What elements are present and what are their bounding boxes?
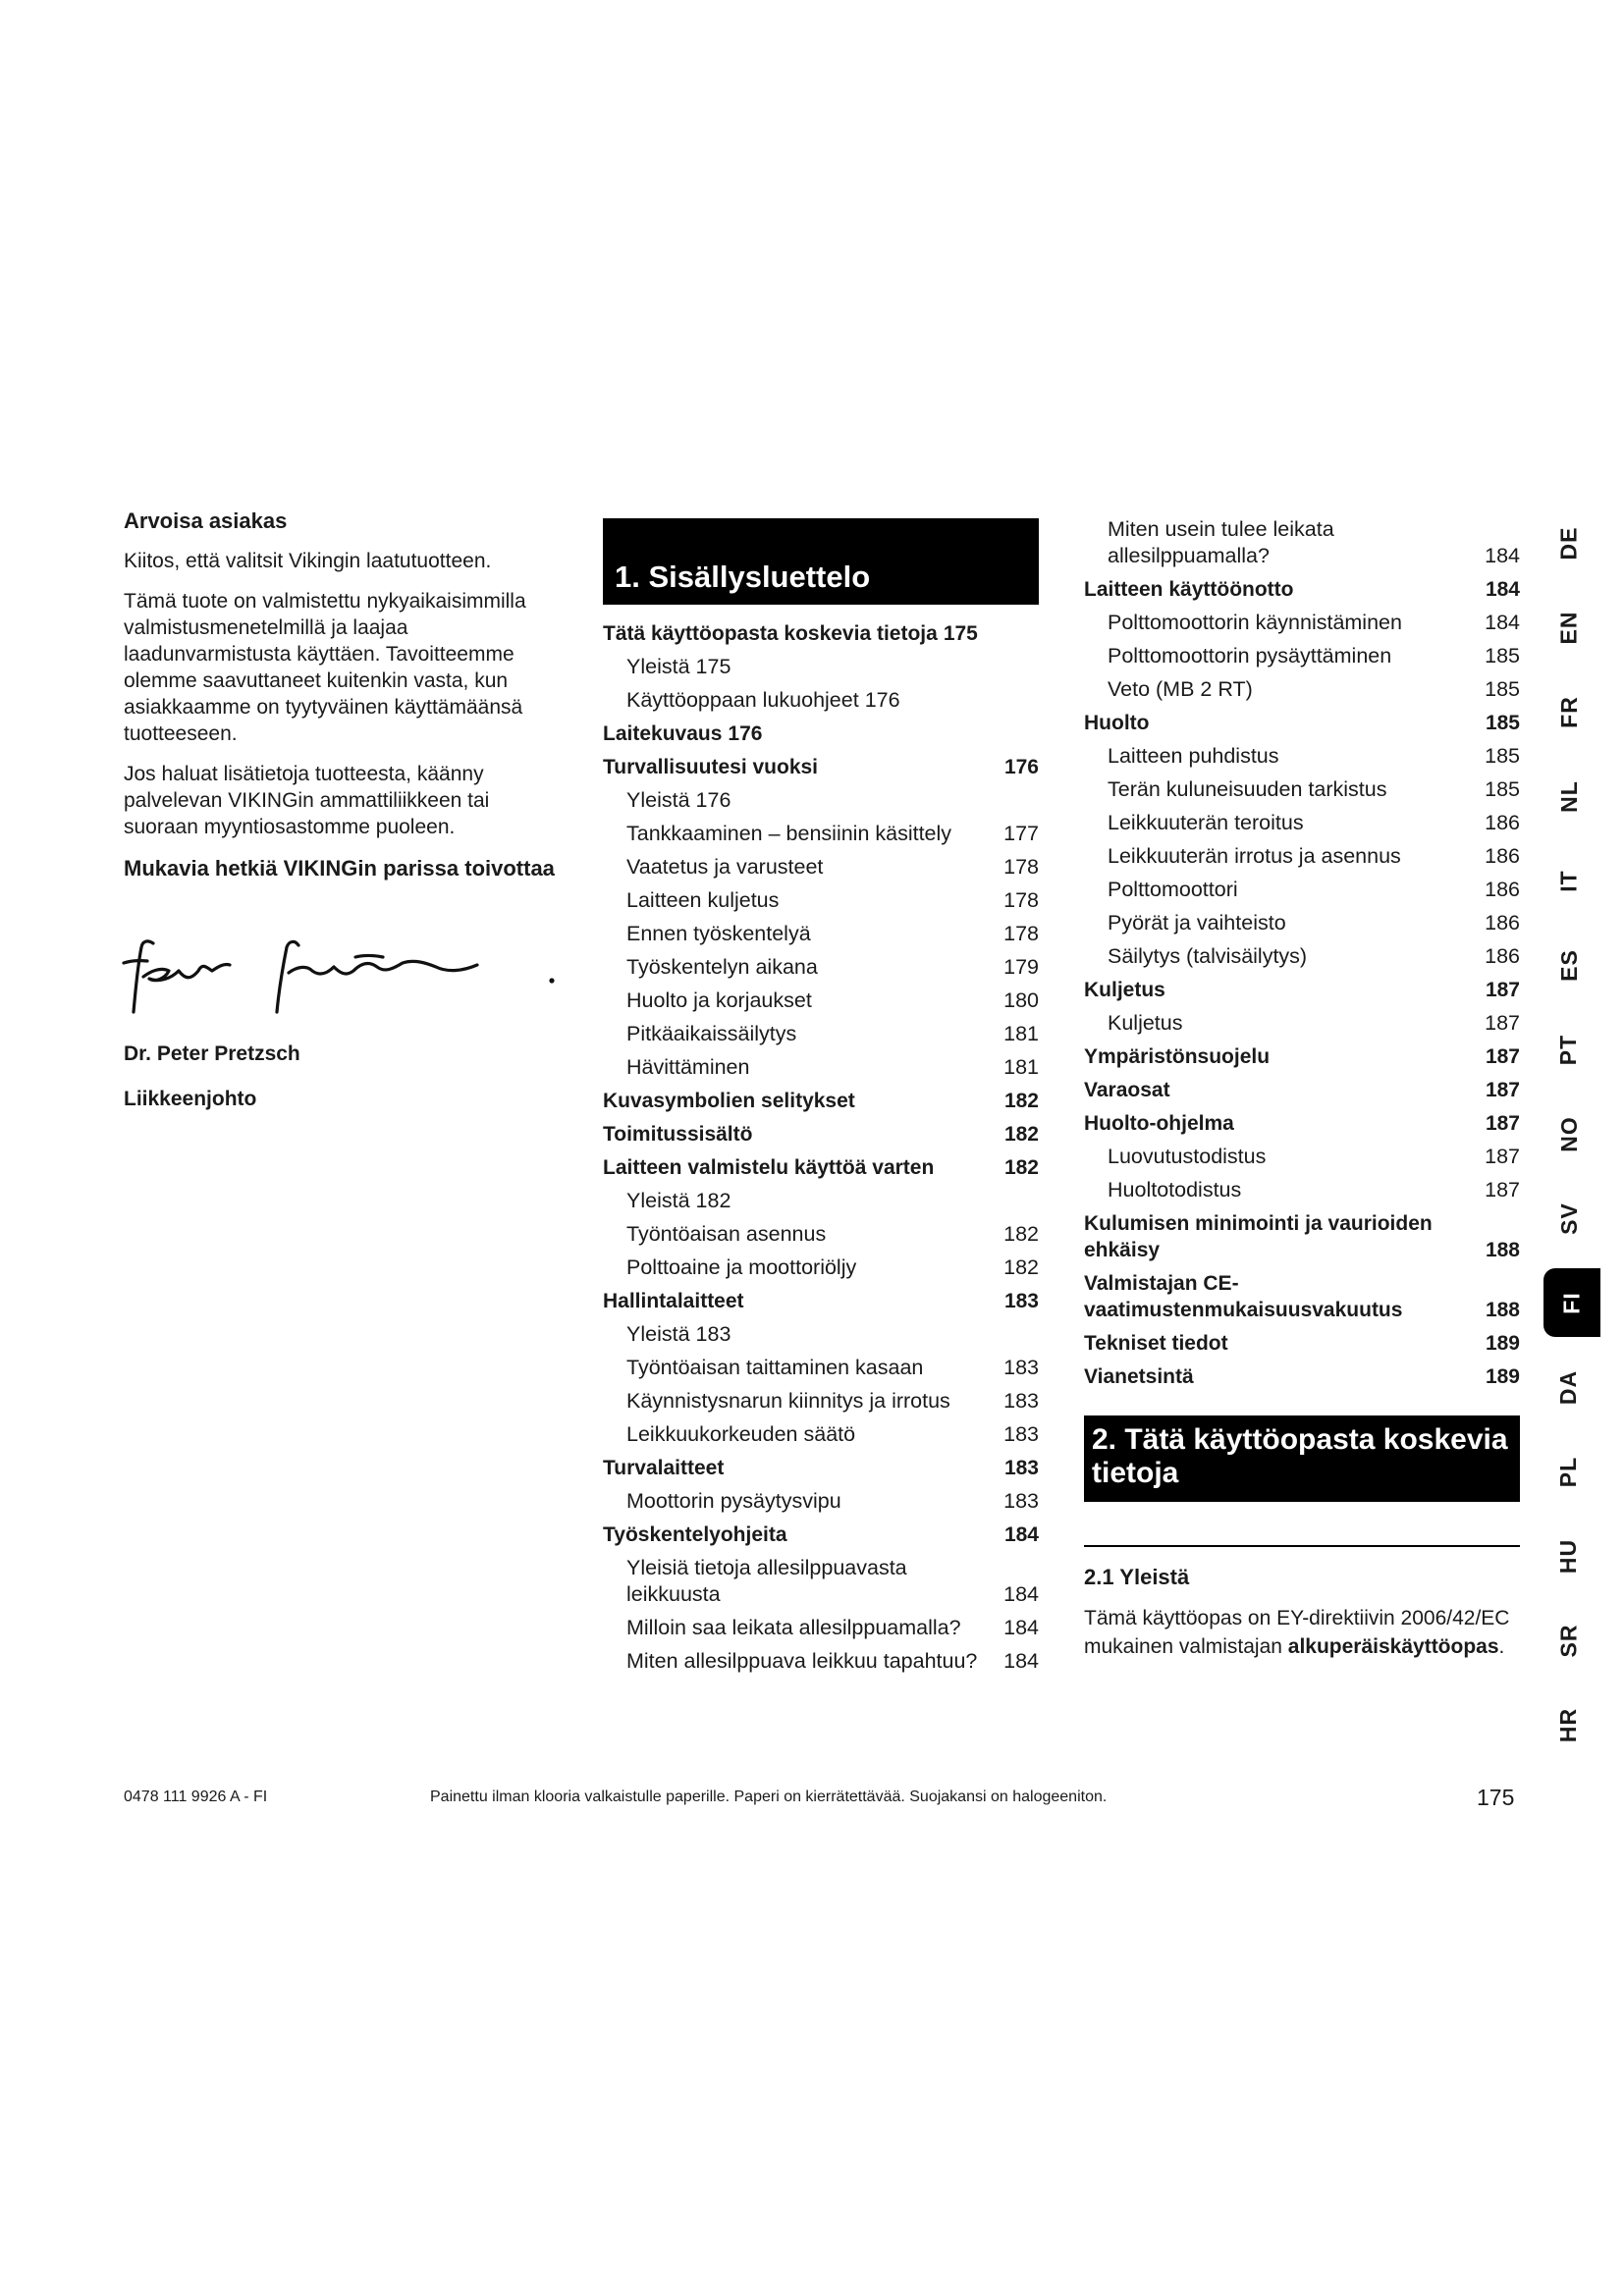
toc-entry-page: 184 <box>1485 611 1520 634</box>
language-tab-hr[interactable] <box>1538 1690 1600 1759</box>
toc-entry[interactable] <box>1084 877 1520 903</box>
language-tab-es[interactable] <box>1538 931 1600 999</box>
signer-title: Liikkeenjohto <box>124 1088 257 1110</box>
toc-entry-title: Käynnistysnarun kiinnitys ja irrotus <box>626 1389 950 1413</box>
toc-entry-page: 178 <box>1003 922 1039 945</box>
language-tab-label: FR <box>1555 695 1582 728</box>
toc-entry-page: 186 <box>1485 844 1520 868</box>
toc-entry-page: 184 <box>1003 1616 1039 1639</box>
letter-paragraph: Kiitos, että valitsit Vikingin laatutuotteen. <box>124 550 492 572</box>
language-tab-label: SV <box>1555 1201 1582 1235</box>
toc-entry-title: Säilytys (talvisäilytys) <box>1108 944 1308 968</box>
toc-entry-page: 187 <box>1485 1079 1520 1101</box>
toc-entry[interactable] <box>603 1054 1039 1081</box>
toc-entry-page: 185 <box>1485 644 1520 667</box>
toc-chapter[interactable] <box>1084 1270 1520 1323</box>
toc-entry-page: 182 <box>1003 1090 1039 1112</box>
toc-entry-page: 182 <box>1003 1255 1039 1279</box>
toc-entry-title: Leikkuuterän irrotus ja asennus <box>1108 844 1401 868</box>
language-tab-label: NL <box>1555 779 1582 813</box>
toc-entry-title: Miten usein tulee leikata allesilppuamalla? <box>1108 517 1334 567</box>
toc-column-2 <box>1084 516 1520 1661</box>
language-tab-no[interactable] <box>1538 1099 1600 1168</box>
toc-chapter[interactable] <box>603 1088 1039 1114</box>
toc-entry[interactable] <box>1084 610 1520 636</box>
language-tab-en[interactable] <box>1538 593 1600 662</box>
language-tab-label: FI <box>1558 1291 1585 1314</box>
toc-entry-page: 187 <box>1485 979 1520 1001</box>
toc-entry-page: 185 <box>1485 677 1520 701</box>
toc-entry-title: Moottorin pysäytysvipu <box>626 1489 841 1513</box>
section-text-emphasis: alkuperäiskäyttöopas <box>1287 1635 1499 1658</box>
toc-entry-page: 187 <box>1485 1112 1520 1135</box>
toc-entry-title: Polttomoottorin pysäyttäminen <box>1108 644 1392 667</box>
toc-entry-title: Huoltotodistus <box>1108 1178 1242 1201</box>
language-tab-label: DA <box>1555 1369 1582 1405</box>
toc-entry-page: 189 <box>1485 1332 1520 1355</box>
language-tab-it[interactable] <box>1538 846 1600 915</box>
toc-entry[interactable] <box>1084 516 1520 569</box>
toc-entry-title: Veto (MB 2 RT) <box>1108 677 1253 701</box>
language-tab-hu[interactable] <box>1538 1522 1600 1590</box>
signer-name: Dr. Peter Pretzsch <box>124 1042 300 1065</box>
toc-entry-title: Kuljetus <box>1084 979 1165 1001</box>
toc-entry[interactable] <box>603 1615 1039 1641</box>
toc-entry-page: 178 <box>1003 855 1039 879</box>
toc-entry-title: Yleistä <box>626 788 690 812</box>
toc-entry-title: Valmistajan CE-vaatimustenmukaisuusvakuutus <box>1084 1272 1403 1321</box>
toc-entry[interactable] <box>1084 643 1520 669</box>
toc-entry-title: Miten allesilppuava leikkuu tapahtuu? <box>626 1649 978 1673</box>
toc-list <box>603 620 1039 1675</box>
welcome-letter <box>124 508 556 1111</box>
toc-entry-page: 184 <box>1485 578 1520 601</box>
toc-entry[interactable] <box>603 821 1039 847</box>
page-footer <box>0 1785 1624 1818</box>
toc-entry-title: Huolto <box>1084 712 1150 734</box>
toc-entry-page: 177 <box>1003 822 1039 845</box>
toc-entry[interactable] <box>603 954 1039 981</box>
toc-entry-title: Milloin saa leikata allesilppuamalla? <box>626 1616 961 1639</box>
section-2-1-text <box>1084 1604 1520 1661</box>
toc-entry-title: Yleistä <box>626 1189 690 1212</box>
language-tab-pt[interactable] <box>1538 1015 1600 1084</box>
language-tab-da[interactable] <box>1538 1353 1600 1421</box>
toc-entry[interactable] <box>1084 810 1520 836</box>
language-tab-label: NO <box>1555 1115 1582 1152</box>
toc-entry-title: Työskentelyn aikana <box>626 955 818 979</box>
language-tab-label: PL <box>1555 1456 1582 1487</box>
section-text-part: Tämä käyttöopas on EY-direktiivin 2006/42/EC mukainen valmistajan <box>1084 1607 1510 1658</box>
toc-entry-title: Työskentelyohjeita <box>603 1523 787 1546</box>
toc-entry-title: Toimitussisältö <box>603 1123 753 1146</box>
toc-entry-page: 183 <box>1003 1422 1039 1446</box>
toc-entry-title: Käyttöoppaan lukuohjeet <box>626 688 859 712</box>
toc-entry-page: 183 <box>1003 1290 1039 1312</box>
toc-entry[interactable] <box>603 1421 1039 1448</box>
language-tab-sv[interactable] <box>1538 1184 1600 1253</box>
toc-entry-page: 184 <box>1485 544 1520 567</box>
toc-entry-title: Hävittäminen <box>626 1055 750 1079</box>
language-tab-sr[interactable] <box>1538 1606 1600 1675</box>
toc-entry[interactable] <box>1084 1010 1520 1037</box>
toc-entry[interactable] <box>603 1255 1039 1281</box>
toc-entry-page: 179 <box>1003 955 1039 979</box>
toc-entry-title: Pitkäaikaissäilytys <box>626 1022 797 1045</box>
toc-entry-title: Varaosat <box>1084 1079 1170 1101</box>
toc-chapter[interactable] <box>603 1288 1039 1314</box>
toc-entry[interactable] <box>603 887 1039 914</box>
toc-entry-title: Huolto ja korjaukset <box>626 988 812 1012</box>
toc-entry-page: 183 <box>695 1322 731 1346</box>
toc-chapter[interactable] <box>1084 1043 1520 1070</box>
toc-entry[interactable] <box>1084 1144 1520 1170</box>
language-tab-label: EN <box>1555 611 1582 644</box>
toc-entry[interactable] <box>1084 843 1520 870</box>
toc-entry-title: Yleistä <box>626 1322 690 1346</box>
toc-entry-page: 182 <box>1003 1222 1039 1246</box>
toc-entry-title: Yleisiä tietoja allesilppuavasta leikkuusta <box>626 1556 907 1606</box>
toc-entry-page: 187 <box>1485 1011 1520 1035</box>
language-tab-de[interactable] <box>1538 508 1600 577</box>
language-tab-fi[interactable] <box>1543 1268 1600 1337</box>
toc-chapter[interactable] <box>603 1121 1039 1148</box>
toc-entry-title: Turvalaitteet <box>603 1457 725 1479</box>
toc-chapter[interactable] <box>603 721 1039 747</box>
toc-entry-page: 186 <box>1485 878 1520 901</box>
toc-entry-page: 187 <box>1485 1045 1520 1068</box>
letter-paragraph: Tämä tuote on valmistettu nykyaikaisimmilla valmistusmenetelmillä ja laajaa laadunvarmistusta käyttäen. Tavoitteemme olemme saavuttaneet kuitenkin vasta, kun asiakkaamme on tyytyväinen käyttämäänsä tuotteeseen. <box>124 590 526 745</box>
toc-entry[interactable] <box>603 921 1039 947</box>
toc-entry-page: 178 <box>1003 888 1039 912</box>
language-tab-label: PT <box>1555 1034 1582 1065</box>
handwritten-signature <box>120 934 562 1014</box>
language-tab-pl[interactable] <box>1538 1437 1600 1506</box>
language-tab-label: HR <box>1555 1707 1582 1742</box>
toc-entry-page: 187 <box>1485 1178 1520 1201</box>
section-divider <box>1084 1545 1520 1547</box>
toc-entry[interactable] <box>603 1355 1039 1381</box>
toc-chapter[interactable] <box>1084 1210 1520 1263</box>
toc-entry[interactable] <box>603 1648 1039 1675</box>
toc-entry[interactable] <box>603 1221 1039 1248</box>
letter-paragraph: Jos haluat lisätietoja tuotteesta, käänny palvelevan VIKINGin ammattiliikkeen tai suoraan myyntiosastomme puoleen. <box>124 763 490 838</box>
toc-list <box>1084 516 1520 1390</box>
toc-entry-page: 182 <box>695 1189 731 1212</box>
toc-entry-title: Vianetsintä <box>1084 1365 1194 1388</box>
toc-entry[interactable] <box>1084 743 1520 770</box>
toc-entry-page: 181 <box>1003 1055 1039 1079</box>
toc-entry-title: Laitteen valmistelu käyttöä varten <box>603 1156 935 1179</box>
toc-entry-page: 184 <box>1003 1523 1039 1546</box>
toc-entry-title: Turvallisuutesi vuoksi <box>603 756 819 778</box>
language-tab-label: SR <box>1555 1624 1582 1657</box>
toc-entry-title: Hallintalaitteet <box>603 1290 744 1312</box>
toc-heading: 1. Sisällysluettelo <box>603 518 1039 605</box>
language-tab-label: ES <box>1555 948 1582 982</box>
toc-entry[interactable] <box>603 1488 1039 1515</box>
toc-entry-page: 180 <box>1003 988 1039 1012</box>
letter-closing: Mukavia hetkiä VIKINGin parissa toivottaa <box>124 856 555 881</box>
toc-entry-title: Laitteen kuljetus <box>626 888 780 912</box>
toc-entry-title: Tätä käyttöopasta koskevia tietoja <box>603 622 938 645</box>
toc-chapter[interactable] <box>603 620 1039 647</box>
page-number: 175 <box>1477 1785 1515 1810</box>
toc-entry[interactable] <box>1084 943 1520 970</box>
toc-chapter[interactable] <box>603 1455 1039 1481</box>
toc-entry-page: 187 <box>1485 1145 1520 1168</box>
toc-entry-title: Leikkuukorkeuden säätö <box>626 1422 856 1446</box>
toc-entry-title: Työntöaisan taittaminen kasaan <box>626 1356 924 1379</box>
toc-entry-page: 183 <box>1003 1457 1039 1479</box>
section-2-heading: 2. Tätä käyttöopasta koskevia tietoja <box>1084 1415 1520 1502</box>
toc-entry[interactable] <box>603 854 1039 881</box>
toc-entry-page: 175 <box>943 622 978 645</box>
paper-note: Painettu ilman klooria valkaistulle paperille. Paperi on kierrätettävää. Suojakansi on halogeeniton. <box>430 1789 1108 1805</box>
language-tab-label: DE <box>1555 526 1582 560</box>
language-tab-label: IT <box>1555 869 1582 892</box>
toc-chapter[interactable] <box>603 1154 1039 1181</box>
language-tab-nl[interactable] <box>1538 762 1600 830</box>
document-code: 0478 111 9926 A - FI <box>124 1789 268 1805</box>
toc-entry[interactable] <box>603 687 1039 714</box>
toc-entry-page: 184 <box>1003 1582 1039 1606</box>
toc-chapter[interactable] <box>1084 1077 1520 1103</box>
toc-chapter[interactable] <box>603 1522 1039 1548</box>
toc-entry-page: 186 <box>1485 911 1520 934</box>
toc-entry[interactable] <box>603 787 1039 814</box>
toc-entry-page: 186 <box>1485 944 1520 968</box>
toc-entry[interactable] <box>603 654 1039 680</box>
toc-entry-title: Luovutustodistus <box>1108 1145 1267 1168</box>
toc-entry[interactable] <box>603 1321 1039 1348</box>
toc-entry-title: Ympäristönsuojelu <box>1084 1045 1271 1068</box>
letter-greeting: Arvoisa asiakas <box>124 508 288 533</box>
toc-entry-page: 188 <box>1485 1299 1520 1321</box>
toc-entry[interactable] <box>1084 1177 1520 1203</box>
toc-entry-title: Polttoaine ja moottoriöljy <box>626 1255 857 1279</box>
toc-entry[interactable] <box>603 1388 1039 1415</box>
toc-entry-page: 182 <box>1003 1123 1039 1146</box>
toc-chapter[interactable] <box>1084 1110 1520 1137</box>
toc-entry-page: 188 <box>1485 1239 1520 1261</box>
toc-entry-page: 185 <box>1485 777 1520 801</box>
toc-entry[interactable] <box>1084 910 1520 936</box>
section-text-part: . <box>1498 1635 1505 1658</box>
toc-entry-title: Huolto-ohjelma <box>1084 1112 1234 1135</box>
toc-entry-title: Työntöaisan asennus <box>626 1222 827 1246</box>
toc-chapter[interactable] <box>1084 977 1520 1003</box>
toc-entry-title: Polttomoottori <box>1108 878 1238 901</box>
toc-chapter[interactable] <box>603 754 1039 780</box>
toc-entry-title: Tankkaaminen – bensiinin käsittely <box>626 822 952 845</box>
toc-entry-title: Kulumisen minimointi ja vaurioiden ehkäisy <box>1084 1212 1433 1261</box>
language-tab-fr[interactable] <box>1538 677 1600 746</box>
toc-entry-page: 184 <box>1003 1649 1039 1673</box>
toc-entry-page: 185 <box>1485 712 1520 734</box>
toc-entry-page: 183 <box>1003 1356 1039 1379</box>
section-2-1-heading: 2.1 Yleistä <box>1084 1565 1190 1589</box>
toc-entry-title: Pyörät ja vaihteisto <box>1108 911 1286 934</box>
toc-entry[interactable] <box>603 1555 1039 1608</box>
language-tabs <box>1538 508 1600 1775</box>
toc-entry[interactable] <box>603 1188 1039 1214</box>
toc-entry-title: Leikkuuterän teroitus <box>1108 811 1304 834</box>
toc-entry-title: Laitekuvaus <box>603 722 723 745</box>
toc-entry-page: 181 <box>1003 1022 1039 1045</box>
toc-entry-title: Kuljetus <box>1108 1011 1183 1035</box>
toc-entry-page: 183 <box>1003 1389 1039 1413</box>
toc-entry-title: Ennen työskentelyä <box>626 922 811 945</box>
toc-entry-page: 175 <box>695 655 731 678</box>
toc-entry-title: Vaatetus ja varusteet <box>626 855 824 879</box>
toc-entry-title: Laitteen käyttöönotto <box>1084 578 1294 601</box>
toc-entry-page: 176 <box>1003 756 1039 778</box>
toc-chapter[interactable] <box>1084 576 1520 603</box>
toc-entry[interactable] <box>603 1021 1039 1047</box>
toc-entry-page: 176 <box>728 722 763 745</box>
toc-entry-page: 176 <box>864 688 900 712</box>
toc-entry-page: 186 <box>1485 811 1520 834</box>
toc-entry[interactable] <box>1084 776 1520 803</box>
toc-entry-page: 182 <box>1003 1156 1039 1179</box>
language-tab-label: HU <box>1555 1538 1582 1574</box>
toc-entry-title: Kuvasymbolien selitykset <box>603 1090 855 1112</box>
toc-chapter[interactable] <box>1084 710 1520 736</box>
toc-entry[interactable] <box>603 988 1039 1014</box>
toc-entry-title: Polttomoottorin käynnistäminen <box>1108 611 1402 634</box>
toc-entry-page: 189 <box>1485 1365 1520 1388</box>
toc-entry-title: Laitteen puhdistus <box>1108 744 1279 768</box>
toc-column-1 <box>603 518 1039 1682</box>
toc-entry-title: Tekniset tiedot <box>1084 1332 1228 1355</box>
toc-entry[interactable] <box>1084 676 1520 703</box>
toc-chapter[interactable] <box>1084 1363 1520 1390</box>
toc-entry-page: 185 <box>1485 744 1520 768</box>
toc-entry-page: 176 <box>695 788 731 812</box>
toc-chapter[interactable] <box>1084 1330 1520 1357</box>
toc-entry-title: Yleistä <box>626 655 690 678</box>
toc-entry-page: 183 <box>1003 1489 1039 1513</box>
toc-entry-title: Terän kuluneisuuden tarkistus <box>1108 777 1387 801</box>
